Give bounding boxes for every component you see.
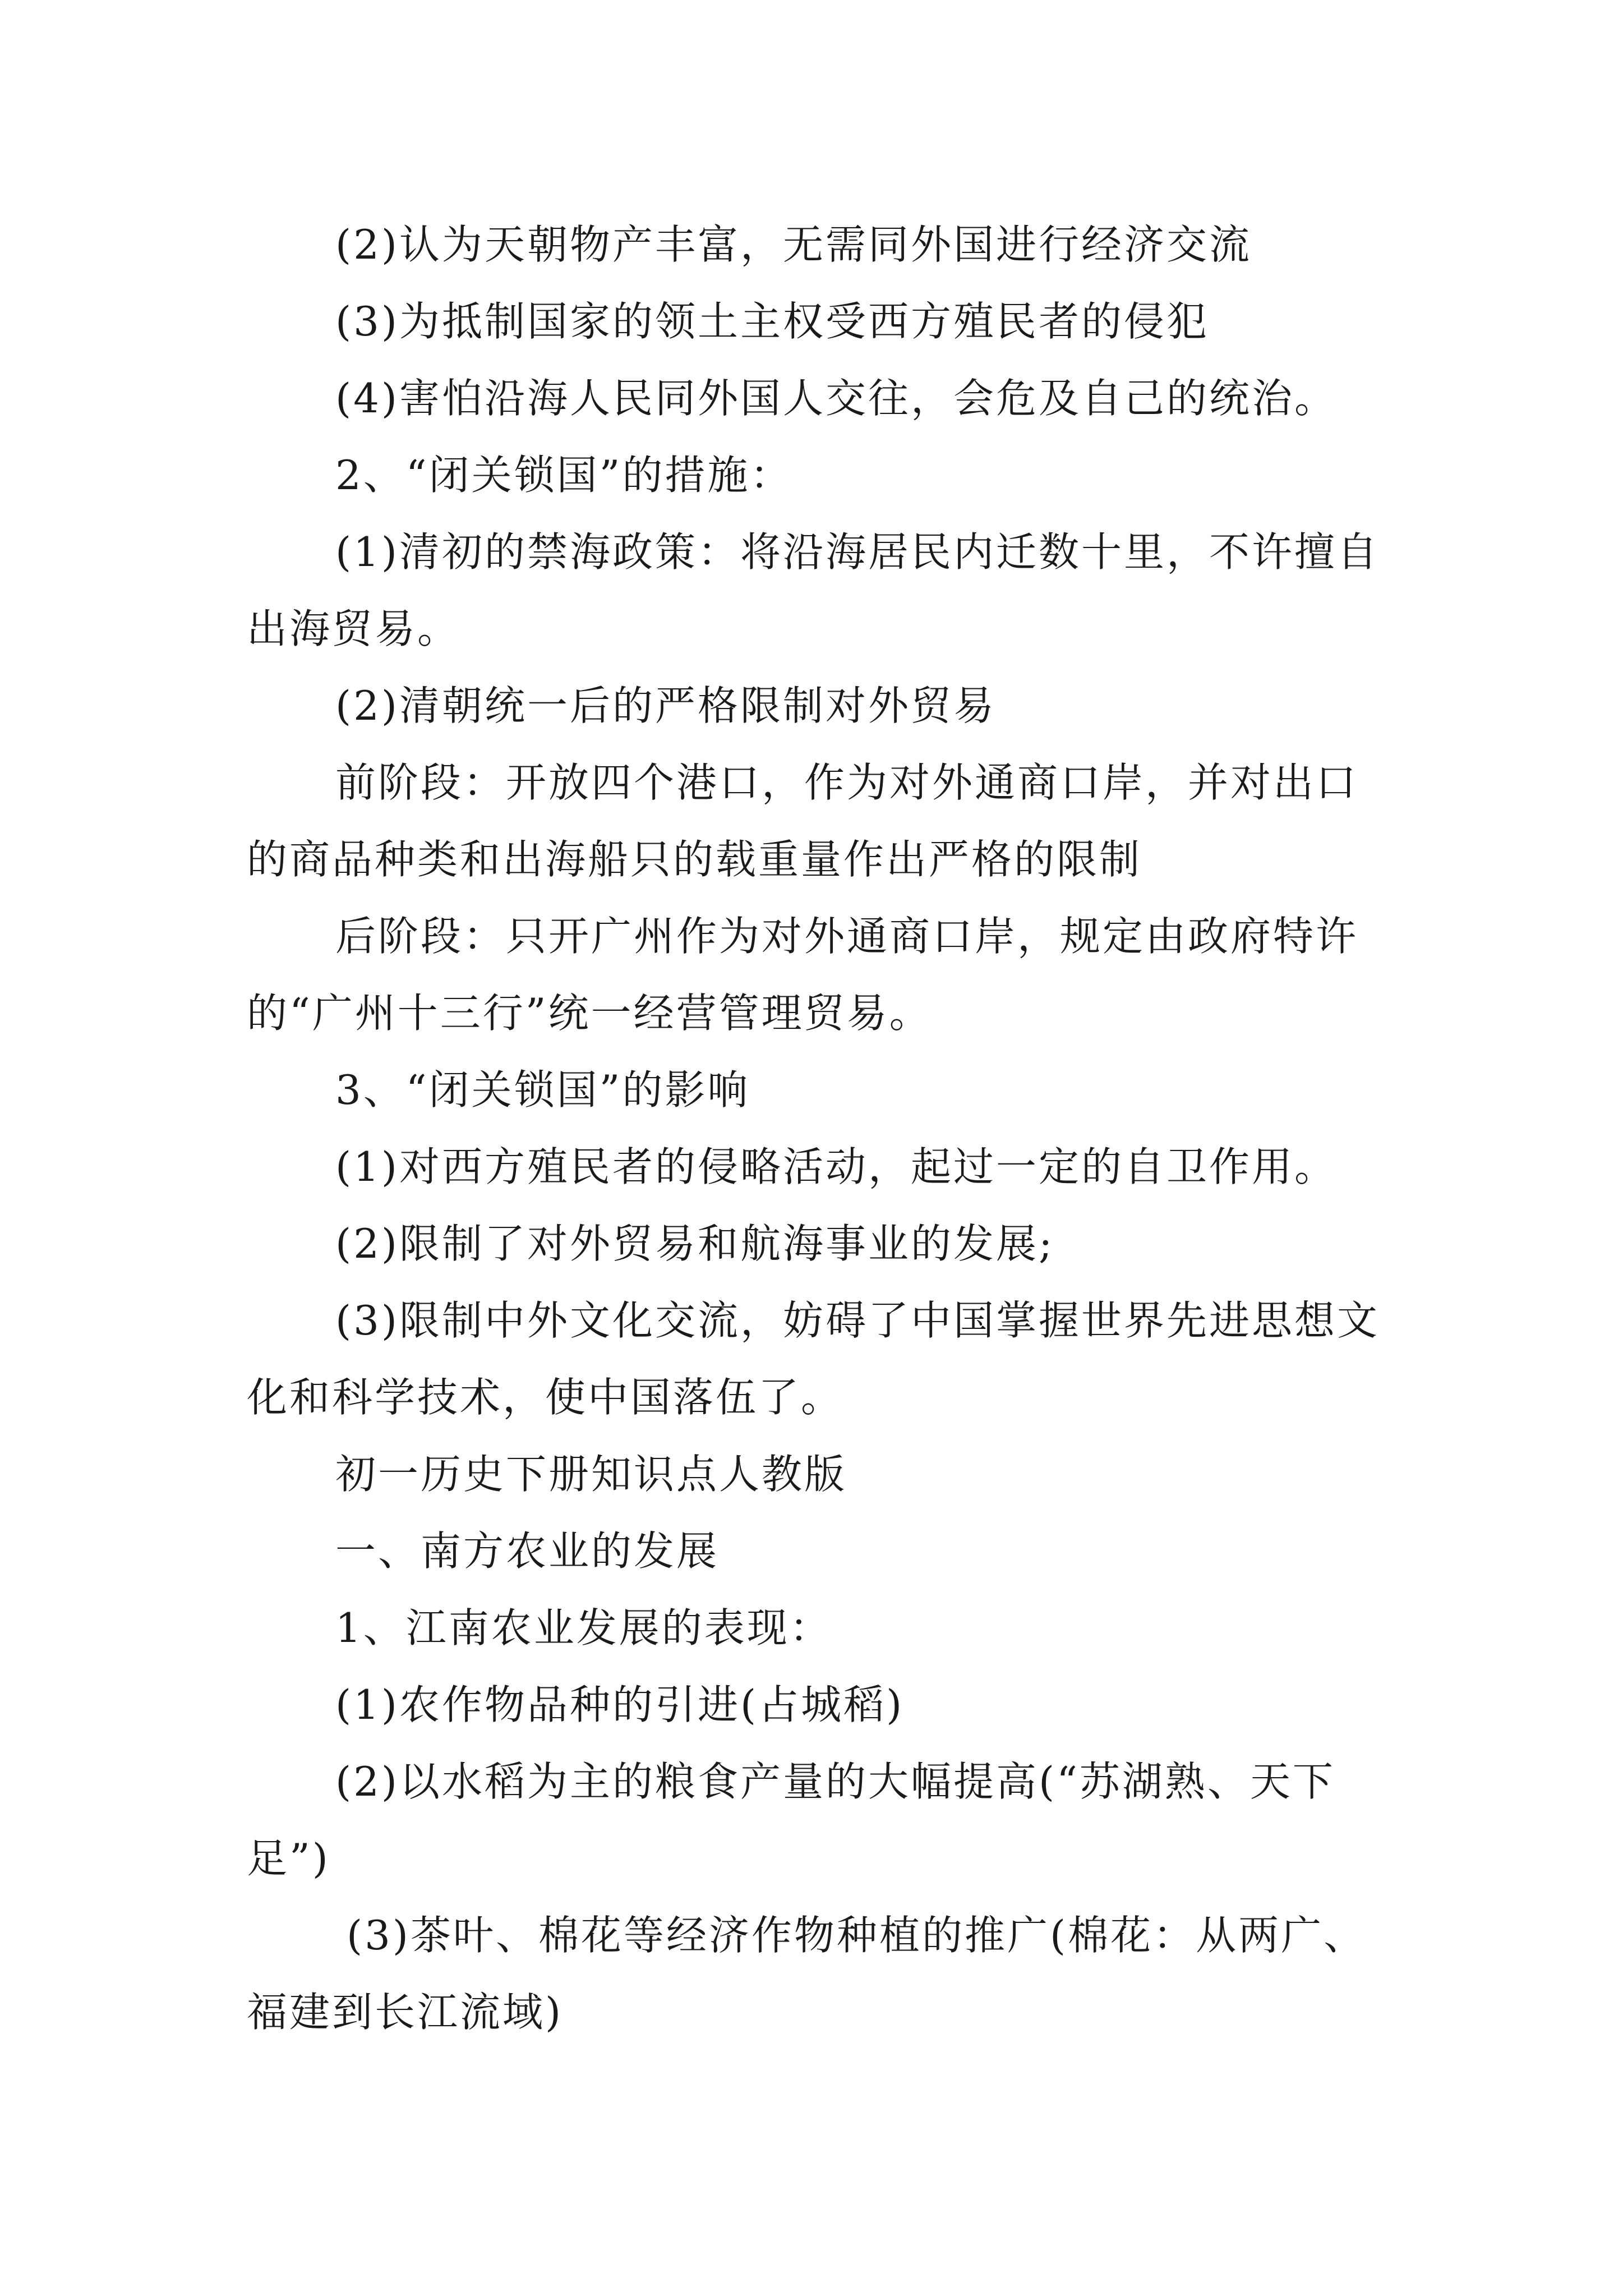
document-title: 初一历史下册知识点人教版 [335,1451,847,1498]
document-body [247,206,1391,2051]
paragraph: (1)农作物品种的引进(占城稻) [335,1681,905,1728]
paragraph: (2)清朝统一后的严格限制对外贸易 [335,682,996,729]
paragraph: (4)害怕沿海人民同外国人交往，会危及自己的统治。 [335,375,1337,422]
section-heading: 3、“闭关锁国”的影响 [335,1066,750,1114]
paragraph: (2)限制了对外贸易和航海事业的发展; [335,1220,1055,1267]
paragraph: (1)对西方殖民者的侵略活动，起过一定的自卫作用。 [335,1143,1337,1190]
paragraph: 后阶段：只开广州作为对外通商口岸，规定由政府特许的“广州十三行”统一经营管理贸易。 [247,913,1359,1037]
section-heading: 2、“闭关锁国”的措施： [335,452,793,499]
paragraph: (2)认为天朝物产丰富，无需同外国进行经济交流 [335,221,1252,268]
paragraph: (3)茶叶、棉花等经济作物种植的推广(棉花：从两广、福建到长江流域) [247,1912,1367,2036]
paragraph: (2)以水稻为主的粮食产量的大幅提高(“苏湖熟、天下足”) [247,1758,1335,1882]
section-heading: 一、南方农业的发展 [335,1527,720,1575]
section-heading: 1、江南农业发展的表现： [335,1604,832,1651]
paragraph: (3)限制中外文化交流，妨碍了中国掌握世界先进思想文化和科学技术，使中国落伍了。 [247,1297,1380,1421]
paragraph: (1)清初的禁海政策：将沿海居民内迁数十里，不许擅自出海贸易。 [247,528,1380,652]
paragraph: 前阶段：开放四个港口，作为对外通商口岸，并对出口的商品种类和出海船只的载重量作出严格的限制 [247,759,1359,883]
paragraph: (3)为抵制国家的领土主权受西方殖民者的侵犯 [335,298,1209,345]
